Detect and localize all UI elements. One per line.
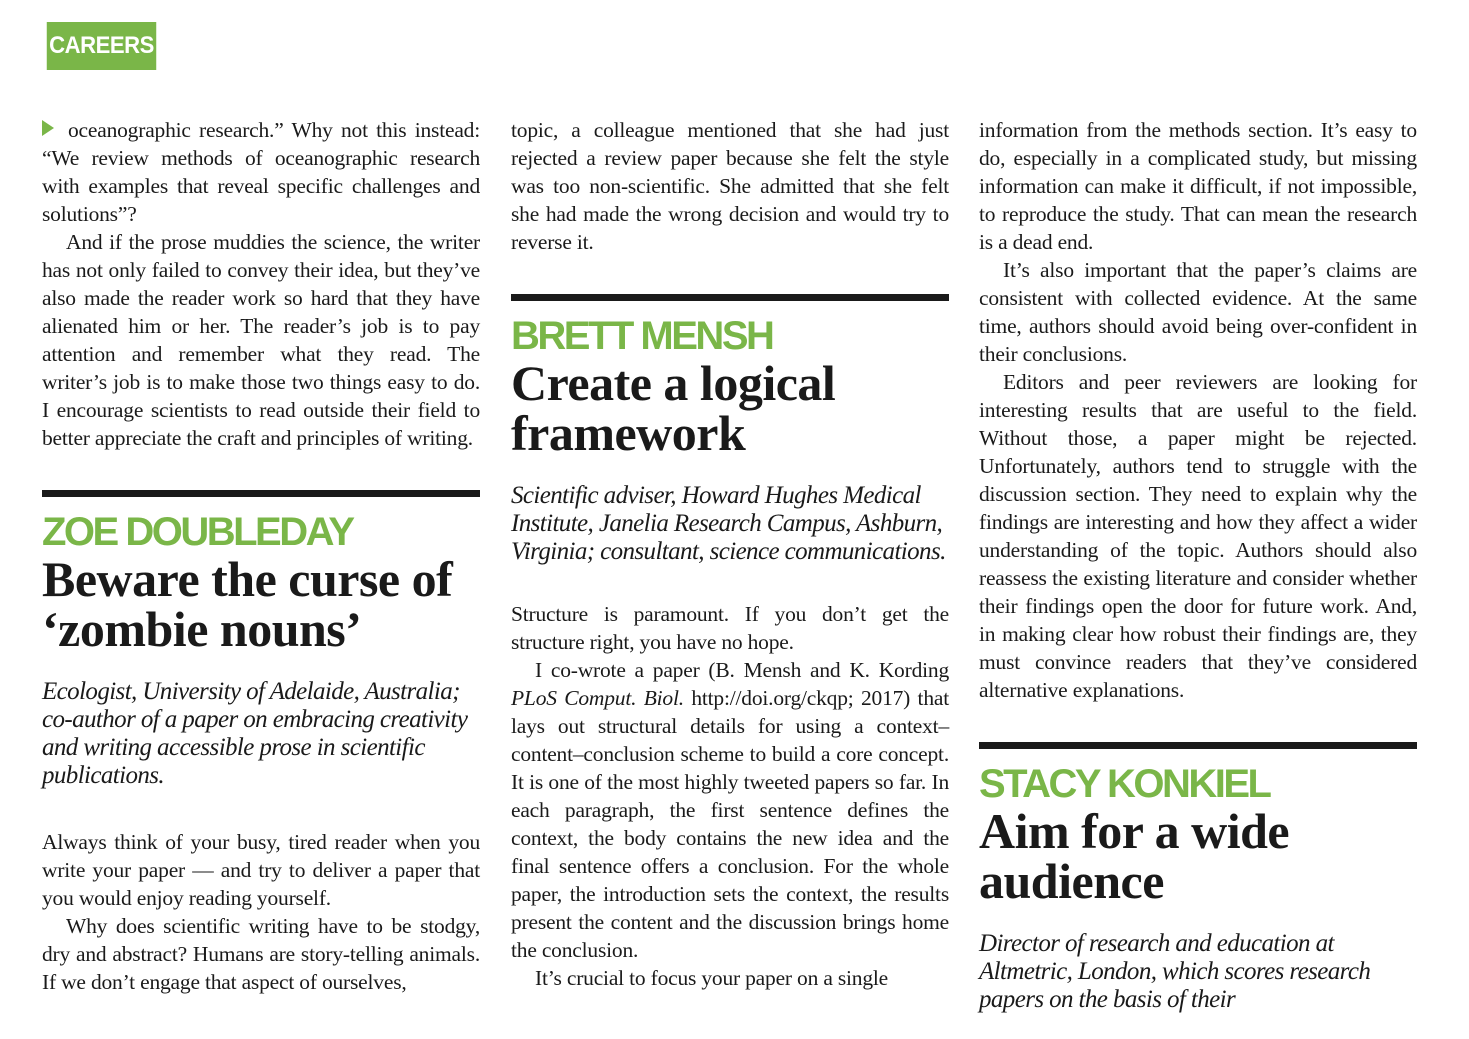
column-3 [979, 116, 1417, 1014]
paragraph: It’s also important that the paper’s claims are consistent with collected evidence. At the same time, authors should avoid being over-confident in their conclusions. [979, 258, 1417, 366]
paragraph: information from the methods section. It’s easy to do, especially in a complicated study, but missing information can make it difficult, if not impossible, to reproduce the study. That can mean the research is a dead end. [979, 118, 1417, 254]
continued-arrow-icon [42, 120, 54, 136]
paragraph: I co-wrote a paper (B. Mensh and K. Kording PLoS Comput. Biol. http://doi.org/ckqp; 2017) that lays out structural details for using a context–content–conclusion scheme to build a core concept. It is one of the most highly tweeted papers so far. In each paragraph, the first sentence defines the context, the body contains the new idea and the final sentence offers a conclusion. For the whole paper, the introduction sets the context, the results present the content and the discussion brings home the conclusion. [511, 658, 949, 962]
article-headline: Beware the curse of ‘zombie nouns’ [42, 551, 453, 657]
journal-name: PLoS Comput. Biol. [511, 686, 684, 710]
section-rule [42, 490, 480, 497]
author-affiliation: Scientific adviser, Howard Hughes Medical Institute, Janelia Research Campus, Ashburn, Virginia; consultant, science communications. [511, 482, 946, 565]
author-affiliation: Director of research and education at Altmetric, London, which scores research papers on the basis of their [979, 930, 1371, 1013]
paragraph: Why does scientific writing have to be stodgy, dry and abstract? Humans are story-telling animals. If we don’t engage that aspect of ourselves, [42, 914, 480, 994]
column-1 [42, 116, 480, 996]
paragraph: Structure is paramount. If you don’t get the structure right, you have no hope. [511, 602, 949, 654]
author-name: STACY KONKIEL [979, 762, 1270, 806]
paragraph: And if the prose muddies the science, the writer has not only failed to convey their idea, but they’ve also made the reader work so hard that they have alienated him or her. The reader’s job is to pay attention and remember what they read. The writer’s job is to make those two things easy to do. I encourage scientists to read outside their field to better appreciate the craft and principles of writing. [42, 230, 480, 450]
column-2 [511, 116, 949, 992]
section-rule [511, 294, 949, 301]
article-headline: Create a logical framework [511, 355, 836, 461]
author-name: ZOE DOUBLEDAY [42, 510, 353, 554]
paragraph: oceanographic research.” Why not this instead: “We review methods of oceanographic research with examples that reveal specific challenges and solutions”? [42, 118, 480, 226]
section-tag: CAREERS [47, 22, 156, 70]
author-name: BRETT MENSH [511, 314, 773, 358]
article-headline: Aim for a wide audience [979, 803, 1290, 909]
paragraph: Editors and peer reviewers are looking for interesting results that are useful to the field. Without those, a paper might be rejected. Unfortunately, authors tend to struggle with the discussion section. They need to explain why the findings are interesting and how they affect a wider understanding of the topic. Authors should also reassess the existing literature and consider whether their findings open the door for future work. And, in making clear how robust their findings are, they must convince readers that they’ve considered alternative explanations. [979, 370, 1417, 702]
section-rule [979, 742, 1417, 749]
author-affiliation: Ecologist, University of Adelaide, Australia; co-author of a paper on embracing creativity and writing accessible prose in scientific publications. [42, 678, 468, 789]
paragraph: Always think of your busy, tired reader when you write your paper — and try to deliver a paper that you would enjoy reading yourself. [42, 830, 480, 910]
paragraph: topic, a colleague mentioned that she had just rejected a review paper because she felt the style was too non-scientific. She admitted that she felt she had made the wrong decision and would try to reverse it. [511, 118, 949, 254]
paragraph: It’s crucial to focus your paper on a single [535, 966, 889, 990]
